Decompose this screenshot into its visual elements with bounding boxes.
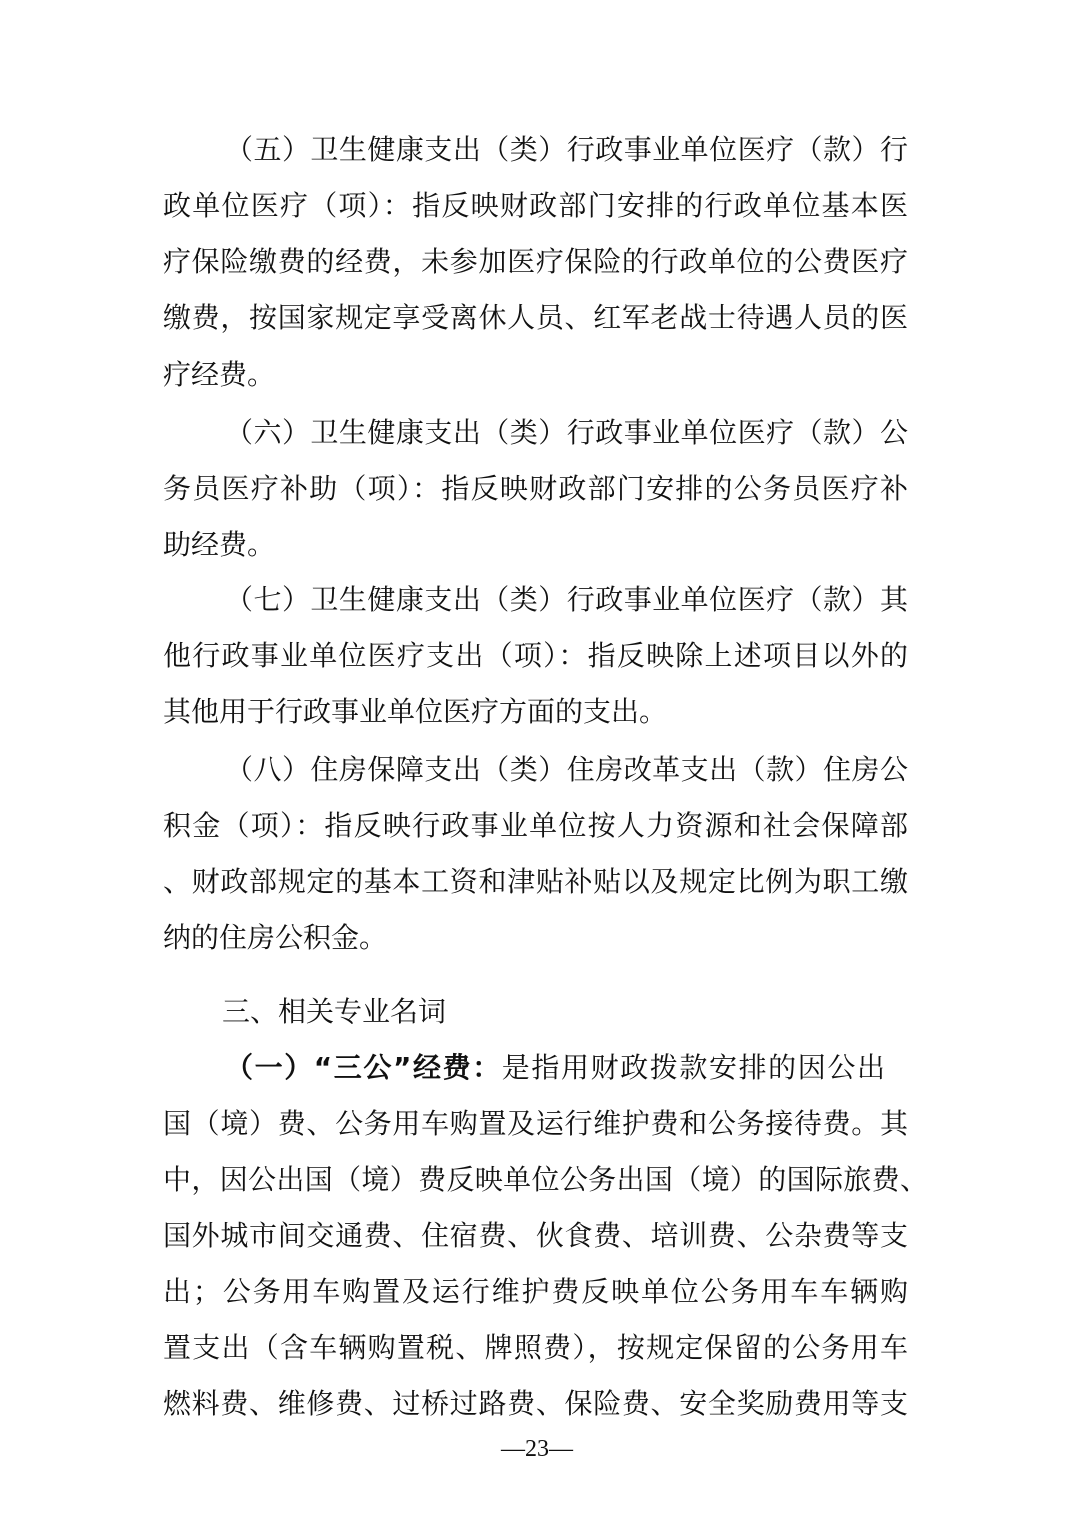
term-line: 燃料费、维修费、过桥过路费、保险费、安全奖励费用等支 [163,1387,908,1420]
paragraph-line: （八）住房保障支出（类）住房改革支出（款）住房公 [225,753,908,786]
term-first-line [225,1050,885,1086]
paragraph-line: （七）卫生健康支出（类）行政事业单位医疗（款）其 [225,583,908,616]
paragraph-line: 他行政事业单位医疗支出（项）：指反映除上述项目以外的 [163,639,908,672]
paragraph-line: 积金（项）：指反映行政事业单位按人力资源和社会保障部 [163,809,908,842]
paragraph-line: 其他用于行政事业单位医疗方面的支出。 [163,695,668,728]
paragraph-line: （五）卫生健康支出（类）行政事业单位医疗（款）行 [225,133,908,166]
paragraph-line: 缴费，按国家规定享受离休人员、红军老战士待遇人员的医 [163,301,908,334]
paragraph-line: 疗经费。 [163,358,276,391]
page-number: —23— [501,1436,573,1462]
term-line: 出；公务用车购置及运行维护费反映单位公务用车车辆购 [163,1275,908,1308]
term-line: 中，因公出国（境）费反映单位公务出国（境）的国际旅费、 [163,1163,928,1196]
term-label: （一）“三公”经费： [225,1051,502,1084]
term-line: 国外城市间交通费、住宿费、伙食费、培训费、公杂费等支 [163,1219,908,1252]
paragraph-line: 助经费。 [163,528,276,561]
paragraph-line: 疗保险缴费的经费，未参加医疗保险的行政单位的公费医疗 [163,245,908,278]
section-heading: 三、相关专业名词 [222,995,447,1028]
paragraph-line: 务员医疗补助（项）：指反映财政部门安排的公务员医疗补 [163,472,908,505]
paragraph-line: 政单位医疗（项）：指反映财政部门安排的行政单位基本医 [163,189,908,222]
term-line: 国（境）费、公务用车购置及运行维护费和公务接待费。其 [163,1107,908,1140]
paragraph-line: （六）卫生健康支出（类）行政事业单位医疗（款）公 [225,416,908,449]
paragraph-line: 纳的住房公积金。 [163,921,388,954]
term-line: 置支出（含车辆购置税、牌照费），按规定保留的公务用车 [163,1331,908,1364]
paragraph-line: 、财政部规定的基本工资和津贴补贴以及规定比例为职工缴 [163,865,908,898]
term-text: 是指用财政拨款安排的因公出 [501,1051,885,1084]
